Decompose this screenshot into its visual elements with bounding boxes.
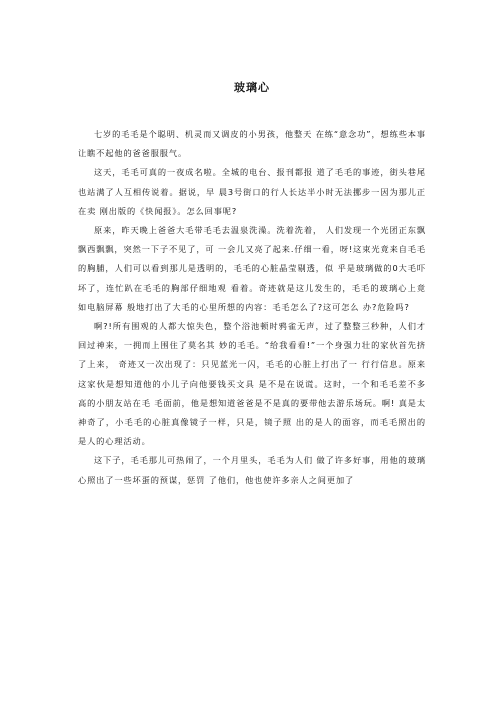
document-title: 玻璃心 bbox=[234, 81, 270, 94]
paragraph-1: 七岁的毛毛是个聪明、机灵而又调皮的小男孩，他整天 在练“意念功”，想练些本事让瞧不起他的爸爸服服气。 bbox=[78, 129, 426, 159]
paragraph-3: 原来，昨天晚上爸爸大毛带毛毛去温泉洗澡。洗着洗着， 人们发现一个光团正东飘飘西飘飘，突然一下子不见了，可 一会儿又亮了起来.仔细一看，呀!这束光竟来自毛毛的胸脯，人们可以看到那儿是透明的，毛毛的心脏晶莹剔透，似 乎是玻璃做的0大毛吓坏了，连忙趴在毛毛的胸部仔细地观 看着。奇迹就是这儿发生的，毛毛的玻璃心上竟如电脑屏幕 般地打出了大毛的心里所想的内容：毛毛怎么了?这可怎么 办?危险吗? bbox=[78, 225, 426, 312]
paragraph-5: 这下子，毛毛那儿可热闹了，一个月里头，毛毛为人们 做了许多好事，用他的玻璃心照出了一些坏蛋的预谋，惩罚 了他们，他也使许多亲人之间更加了 bbox=[78, 455, 426, 485]
paragraph-2: 这天，毛毛可真的一夜成名啦。全城的电台、报刊都报 道了毛毛的事迹，街头巷尾也站满了人互相传说着。据说，早 晨3号街口的行人长达半小时无法挪步一因为那儿正在卖 刚出版的《快闻报》。怎么回事呢? bbox=[78, 167, 426, 216]
paragraph-4: 啊?!所有围观的人都大惊失色，整个浴池顿时鸦雀无声，过了整整三秒种，人们才回过神来，一拥而上围住了莫名其 妙的毛毛。“给我看看!”一个身强力壮的家伙首先挤了上来， 奇迹又一次出现了：只见蓝光一闪，毛毛的心脏上打出了一 行行信息。原来这家伙是想知道他的小儿子向他要钱买文具 是不是在说谎。这时，一个和毛毛差不多高的小朋友站在毛 毛面前，他是想知道爸爸是不是真的要带他去游乐场玩。啊! 真是太神奇了，小毛毛的心脏真像镜子一样，只是，镜子照 出的是人的面容，而毛毛照出的是人的心理活动。 bbox=[78, 321, 426, 447]
